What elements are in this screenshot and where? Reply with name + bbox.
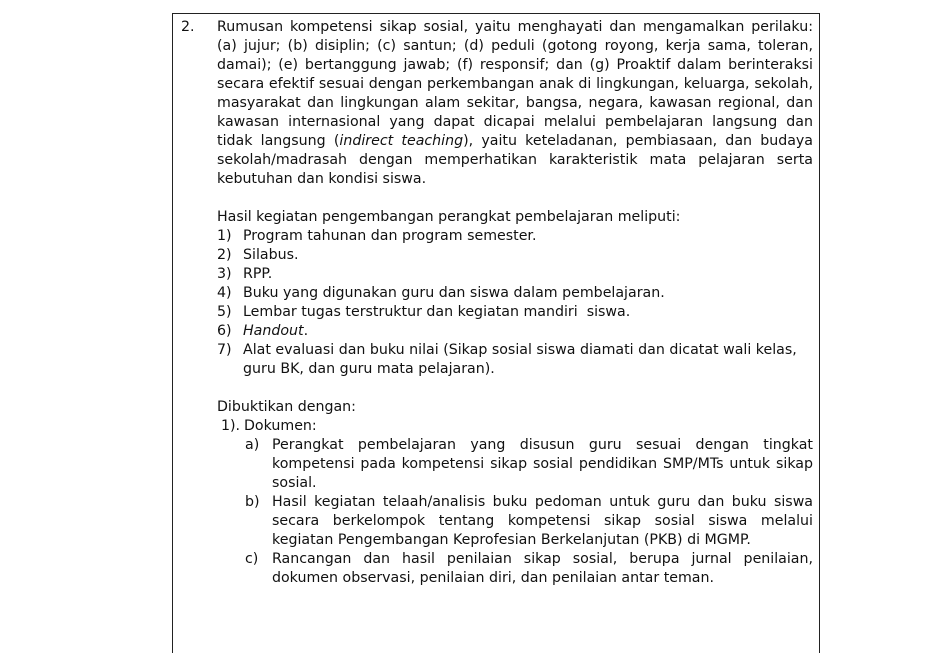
list-italic-text: Handout (243, 323, 304, 339)
evidence-number: 1). (221, 418, 241, 434)
item-content (217, 18, 813, 588)
evidence-label: Dokumen: (244, 418, 317, 434)
sublist-letter: c) (245, 551, 259, 567)
list-item (217, 341, 813, 379)
sublist-letter: a) (245, 437, 260, 453)
list-text (243, 322, 813, 341)
sublist-item (217, 436, 813, 493)
list-text: Silabus. (243, 247, 299, 263)
list-number: 3) (217, 266, 232, 282)
evidence-sublist (217, 436, 813, 588)
item-number: 2. (181, 19, 195, 35)
list-number: 4) (217, 285, 232, 301)
list-item (217, 303, 813, 322)
list-item (217, 246, 813, 265)
list-item (217, 265, 813, 284)
competency-paragraph (217, 18, 813, 189)
competency-text-part1: Rumusan kompetensi sikap sosial, yaitu menghayati dan mengamalkan perilaku: (a) jujur; (b) disiplin; (c) santun; (d) peduli (gotong royong, kerja sama, toleran, damai); (e) bertanggung jawab; (f) responsif; dan (g) Proaktif dalam berinteraksi secara efektif sesuai dengan perkembangan anak di lingkungan, keluarga, sekolah, masyarakat dan lingkungan alam sekitar, bangsa, negara, kawasan regional, dan kawasan internasional yang dapat dicapai melalui pembelajaran langsung dan tidak langsung ( (217, 19, 813, 149)
list-number: 1) (217, 228, 232, 244)
results-list (217, 227, 813, 379)
list-text: RPP. (243, 266, 273, 282)
list-item (217, 322, 813, 341)
sublist-item (217, 493, 813, 550)
list-text-suffix: . (303, 323, 309, 339)
spacer (217, 189, 813, 208)
list-number: 5) (217, 304, 232, 320)
list-number: 6) (217, 323, 232, 339)
list-text: Program tahunan dan program semester. (243, 228, 537, 244)
evidence-intro: Dibuktikan dengan: (217, 399, 356, 415)
list-text: Buku yang digunakan guru dan siswa dalam pembelajaran. (243, 285, 665, 301)
competency-italic-term: indirect teaching (339, 133, 464, 149)
list-text: Lembar tugas terstruktur dan kegiatan mandiri siswa. (243, 304, 631, 320)
list-number: 2) (217, 247, 232, 263)
list-item (217, 284, 813, 303)
sublist-text: Perangkat pembelajaran yang disusun guru sesuai dengan tingkat kompetensi pada kompetensi sikap sosial pendidikan SMP/MTs untuk sikap sosial. (272, 437, 813, 491)
list-number: 7) (217, 342, 232, 358)
sublist-letter: b) (245, 494, 260, 510)
results-intro: Hasil kegiatan pengembangan perangkat pembelajaran meliputi: (217, 209, 681, 225)
sublist-text: Hasil kegiatan telaah/analisis buku pedoman untuk guru dan buku siswa secara berkelompok tentang kompetensi sikap sosial siswa melalui kegiatan Pengembangan Keprofesian Berkelanjutan (PKB) di MGMP. (272, 494, 813, 548)
spacer (217, 379, 813, 398)
list-item (217, 227, 813, 246)
competency-text-part2: ), yaitu keteladanan, pembiasaan, dan budaya sekolah/madrasah dengan memperhatikan karakteristik mata pelajaran serta kebutuhan dan kondisi siswa. (217, 133, 813, 187)
sublist-text: Rancangan dan hasil penilaian sikap sosial, berupa jurnal penilaian, dokumen observasi, penilaian diri, dan penilaian antar teman. (272, 551, 813, 586)
evidence-document-heading (217, 417, 813, 436)
list-text: Alat evaluasi dan buku nilai (Sikap sosial siswa diamati dan dicatat wali kelas, guru BK, dan guru mata pelajaran). (243, 342, 797, 377)
sublist-item (217, 550, 813, 588)
